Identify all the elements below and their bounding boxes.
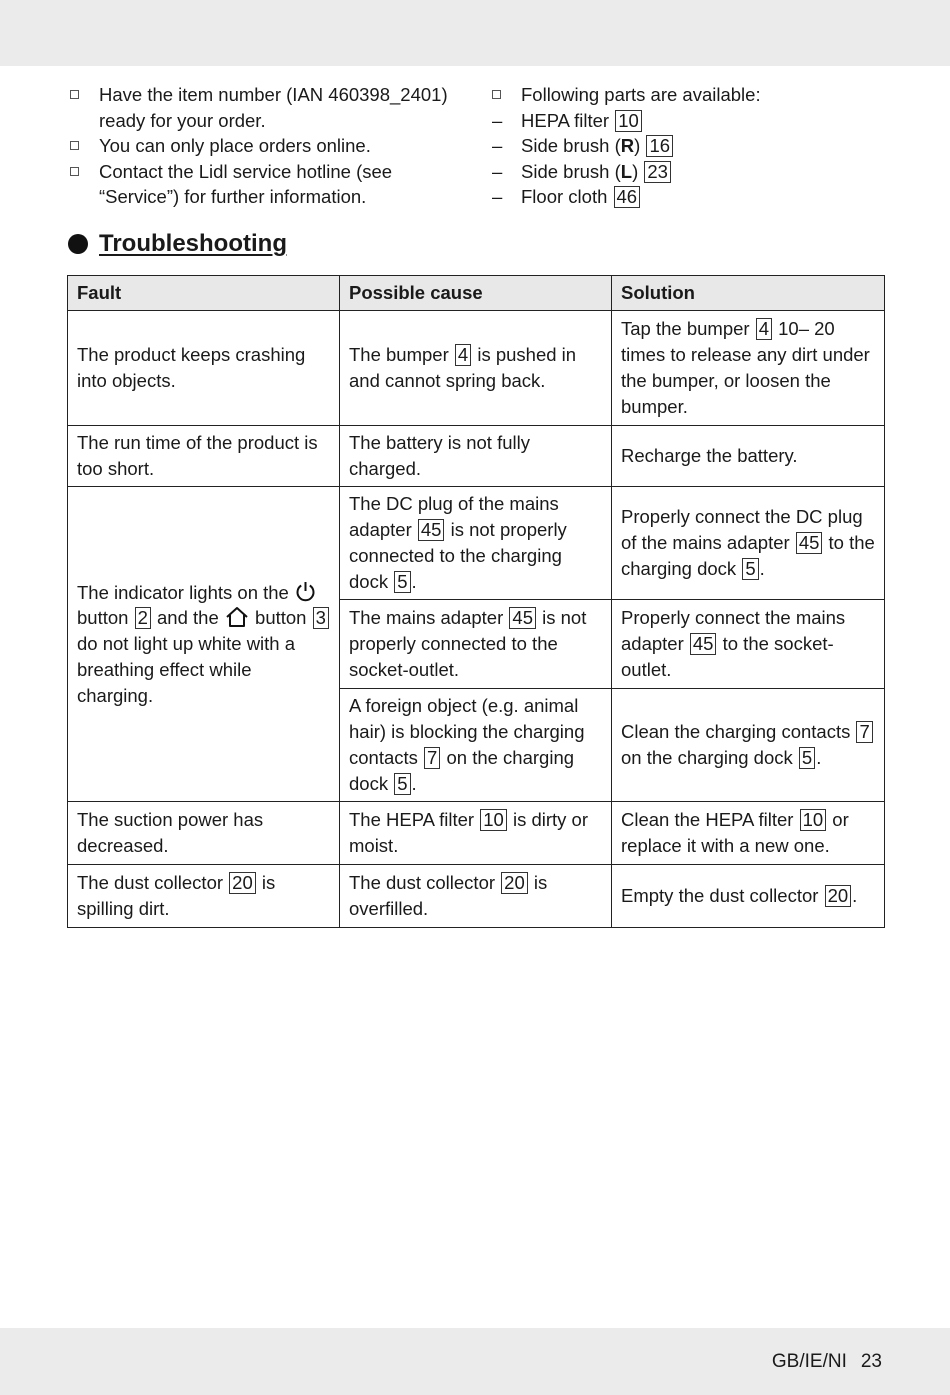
checkbox-square-icon xyxy=(70,141,79,150)
part-item: – HEPA filter 10 xyxy=(490,108,890,134)
part-ref: 3 xyxy=(313,607,329,629)
part-ref: 20 xyxy=(501,872,528,894)
checkbox-square-icon xyxy=(492,90,501,99)
header-band xyxy=(0,0,950,66)
table-row xyxy=(68,311,885,426)
table-row xyxy=(68,487,885,600)
order-notes-list xyxy=(68,82,468,210)
solution-cell: Properly connect the mains adapter 45 to the socket-outlet. xyxy=(612,600,885,689)
section-title: Troubleshooting xyxy=(99,230,287,257)
part-ref: 20 xyxy=(229,872,256,894)
part-ref: 2 xyxy=(135,607,151,629)
fault-cell: The suction power has decreased. xyxy=(68,802,340,865)
part-item: – Side brush (R) 16 xyxy=(490,133,890,159)
cause-cell: A foreign object (e.g. animal hair) is blocking the charging contacts 7 on the charging dock 5 . xyxy=(340,689,612,802)
list-item-text: Contact the Lidl service hotline (see “Service”) for further information. xyxy=(99,160,393,208)
section-heading xyxy=(68,230,287,258)
part-ref: 5 xyxy=(742,558,758,580)
cause-cell: The dust collector 20 is overfilled. xyxy=(340,865,612,928)
cause-cell: The battery is not fully charged. xyxy=(340,426,612,487)
list-item xyxy=(68,159,468,210)
part-ref: 45 xyxy=(690,633,717,655)
cause-cell: The mains adapter 45 is not properly connected to the socket-outlet. xyxy=(340,600,612,689)
dash-icon: – xyxy=(492,135,503,157)
checkbox-square-icon xyxy=(70,90,79,99)
fault-cell: The dust collector 20 is spilling dirt. xyxy=(68,865,340,928)
power-icon xyxy=(295,581,316,602)
list-item xyxy=(68,133,468,159)
solution-cell: Recharge the battery. xyxy=(612,426,885,487)
table-row xyxy=(68,865,885,928)
parts-list xyxy=(490,82,890,210)
checkbox-square-icon xyxy=(70,167,79,176)
cause-cell: The DC plug of the mains adapter 45 is not properly connected to the charging dock 5 . xyxy=(340,487,612,600)
solution-cell: Tap the bumper 4 10– 20 times to release any dirt under the bumper, or loosen the bumper. xyxy=(612,311,885,426)
cause-cell: The bumper 4 is pushed in and cannot spring back. xyxy=(340,311,612,426)
part-ref: 10 xyxy=(800,809,827,831)
part-item: – Floor cloth 46 xyxy=(490,184,890,210)
bullet-dot-icon xyxy=(68,234,88,254)
header-fault: Fault xyxy=(68,276,340,311)
solution-cell: Empty the dust collector 20 . xyxy=(612,865,885,928)
part-ref: 5 xyxy=(394,773,410,795)
part-ref: 10 xyxy=(615,110,642,132)
table-header-row xyxy=(68,276,885,311)
page-footer xyxy=(772,1351,882,1373)
part-ref: 7 xyxy=(856,721,872,743)
part-ref: 45 xyxy=(509,607,536,629)
part-ref: 5 xyxy=(799,747,815,769)
fault-cell: The indicator lights on the button 2 and the button 3 do not light up white with a breathing effect while charging. xyxy=(68,487,340,802)
list-item xyxy=(68,82,468,133)
part-ref: 4 xyxy=(455,344,471,366)
part-ref: 20 xyxy=(825,885,852,907)
solution-cell: Clean the HEPA filter 10 or replace it with a new one. xyxy=(612,802,885,865)
table-row xyxy=(68,426,885,487)
part-ref: 5 xyxy=(394,571,410,593)
header-solution: Solution xyxy=(612,276,885,311)
fault-cell: The run time of the product is too short. xyxy=(68,426,340,487)
fault-cell: The product keeps crashing into objects. xyxy=(68,311,340,426)
part-ref: 10 xyxy=(480,809,507,831)
part-ref: 4 xyxy=(756,318,772,340)
part-ref: 45 xyxy=(418,519,445,541)
dash-icon: – xyxy=(492,109,503,131)
region-label: GB/IE/NI xyxy=(771,1351,847,1372)
part-ref: 7 xyxy=(424,747,440,769)
dash-icon: – xyxy=(492,186,503,208)
page-number: 23 xyxy=(860,1351,882,1372)
parts-intro: Following parts are available: xyxy=(490,82,890,108)
table-row xyxy=(68,802,885,865)
part-ref: 16 xyxy=(646,135,673,157)
part-ref: 45 xyxy=(796,532,823,554)
list-item-text: You can only place orders online. xyxy=(99,135,371,157)
home-icon xyxy=(225,606,249,627)
troubleshooting-table xyxy=(67,275,885,928)
solution-cell: Clean the charging contacts 7 on the charging dock 5 . xyxy=(612,689,885,802)
dash-icon: – xyxy=(492,160,503,182)
cause-cell: The HEPA filter 10 is dirty or moist. xyxy=(340,802,612,865)
solution-cell: Properly connect the DC plug of the mains adapter 45 to the charging dock 5 . xyxy=(612,487,885,600)
list-item-text: Have the item number (IAN 460398_2401) ready for your order. xyxy=(99,84,448,131)
part-ref: 23 xyxy=(644,161,671,183)
part-ref: 46 xyxy=(614,186,641,208)
part-item: – Side brush (L) 23 xyxy=(490,159,890,185)
header-cause: Possible cause xyxy=(340,276,612,311)
